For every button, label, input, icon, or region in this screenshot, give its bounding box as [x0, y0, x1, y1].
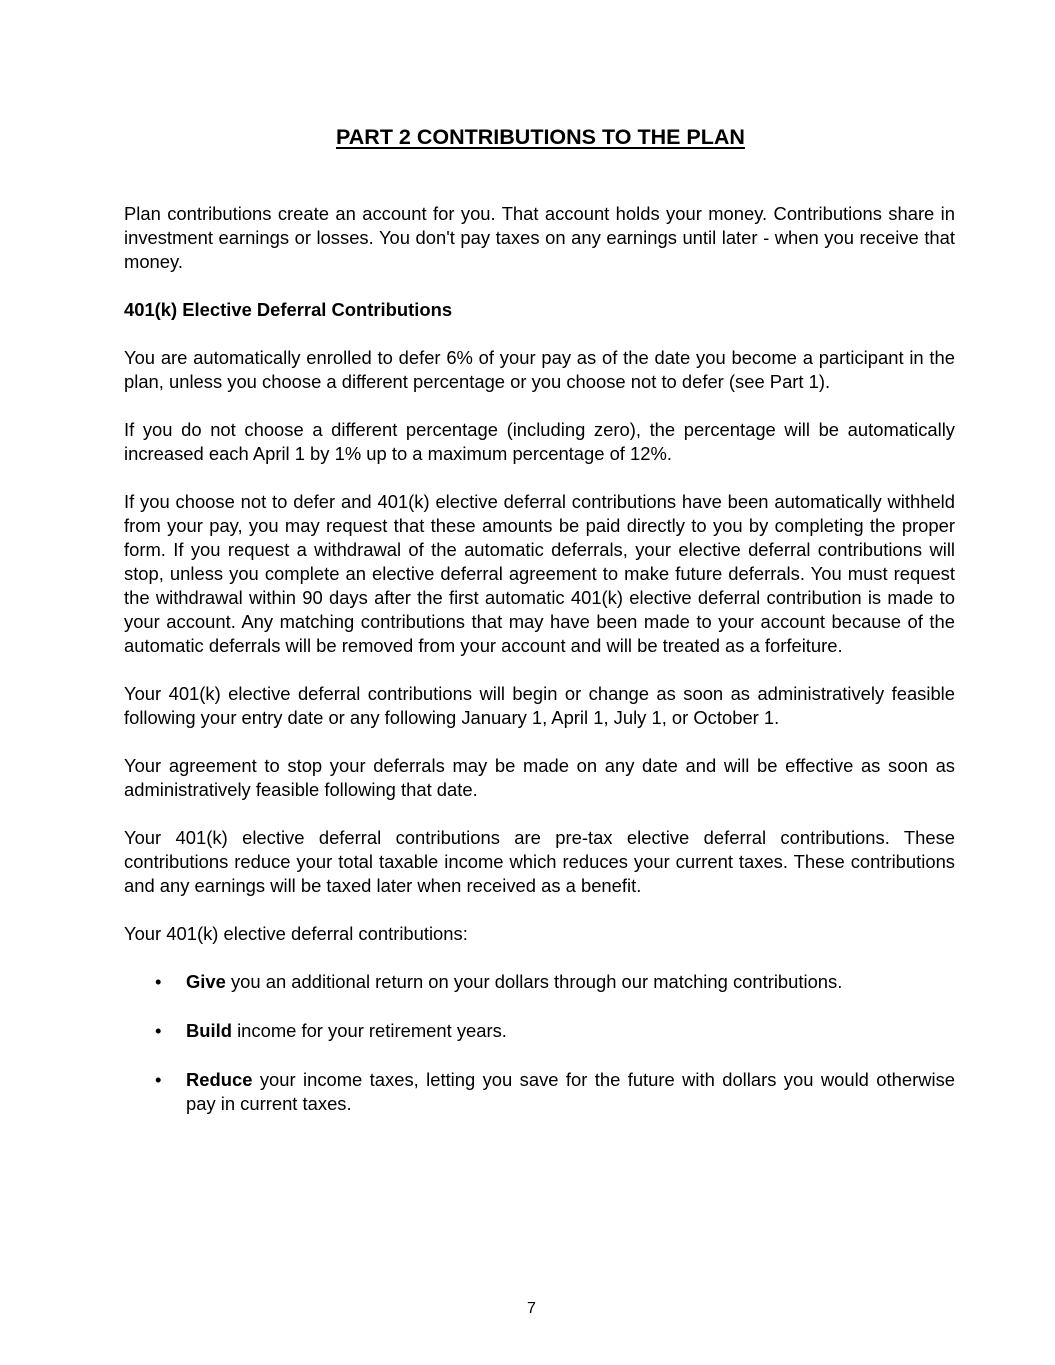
section-heading: 401(k) Elective Deferral Contributions: [124, 299, 453, 320]
list-item: [124, 1068, 955, 1116]
bullet-text: you an additional return on your dollars through our matching contributions.: [225, 971, 843, 992]
paragraph-begin-change: Your 401(k) elective deferral contributions will begin or change as soon as administratively feasible following your entry date or any following January 1, April 1, July 1, or October 1.: [124, 683, 955, 728]
bullet-text: your income taxes, letting you save for the future with dollars you would otherwise pay in current taxes.: [186, 1069, 955, 1114]
bullet-keyword: Build: [186, 1020, 232, 1041]
paragraph-auto-enroll: You are automatically enrolled to defer 6% of your pay as of the date you become a participant in the plan, unless you choose a different percentage or you choose not to defer (see Part 1).: [124, 347, 955, 392]
list-item: [124, 970, 955, 994]
list-item: [124, 1019, 955, 1043]
paragraph-withdrawal: If you choose not to defer and 401(k) elective deferral contributions have been automatically withheld from your pay, you may request that these amounts be paid directly to you by completing the proper form. If you request a withdrawal of the automatic deferrals, your elective deferral contributions will stop, unless you complete an elective deferral agreement to make future deferrals. You must request the withdrawal within 90 days after the first automatic 401(k) elective deferral contribution is made to your account. Any matching contributions that may have been made to your account because of the automatic deferrals will be removed from your account and will be treated as a forfeiture.: [124, 491, 955, 656]
document-body: [124, 202, 955, 1141]
paragraph-pre-tax: Your 401(k) elective deferral contributions are pre-tax elective deferral contributions. These contributions reduce your total taxable income which reduces your current taxes. These contributions and any earnings will be taxed later when received as a benefit.: [124, 827, 955, 896]
paragraph-list-intro: Your 401(k) elective deferral contributions:: [124, 923, 468, 944]
bullet-icon: •: [155, 1069, 162, 1090]
bullet-icon: •: [155, 971, 162, 992]
benefits-list: [124, 970, 955, 1116]
bullet-keyword: Give: [186, 971, 226, 992]
bullet-icon: •: [155, 1020, 162, 1041]
bullet-keyword: Reduce: [186, 1069, 253, 1090]
paragraph-auto-increase: If you do not choose a different percentage (including zero), the percentage will be automatically increased each April 1 by 1% up to a maximum percentage of 12%.: [124, 419, 955, 464]
intro-paragraph: Plan contributions create an account for you. That account holds your money. Contributions share in investment earnings or losses. You don't pay taxes on any earnings until later - when you receive that money.: [124, 203, 955, 272]
page-number: 7: [527, 1300, 536, 1317]
bullet-text: income for your retirement years.: [231, 1020, 507, 1041]
paragraph-stop-deferrals: Your agreement to stop your deferrals may be made on any date and will be effective as soon as administratively feasible following that date.: [124, 755, 955, 800]
page-title: PART 2 CONTRIBUTIONS TO THE PLAN: [336, 125, 745, 149]
